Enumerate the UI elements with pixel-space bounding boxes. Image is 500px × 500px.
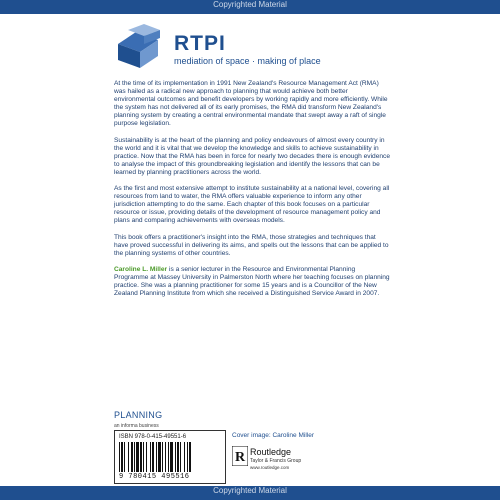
barcode-bar: [175, 442, 176, 472]
barcode-bar: [146, 442, 147, 472]
blurb-text: [114, 80, 390, 306]
barcode-bar: [165, 442, 166, 472]
blurb-paragraph: As the first and most extensive attempt to institute sustainability at a national level, covering all resources from land to water, the RMA offers valuable experience to inform any other jurisdiction attempting to do the same. Each chapter of this book focuses on a particular resource or issue, providing details of the development of resource management policy and plans and comparing achievements with overseas models.: [114, 185, 390, 225]
barcode-bar: [187, 442, 188, 472]
top-caption: Copyrighted Material: [213, 0, 287, 9]
publisher-group: Taylor & Francis Group: [250, 458, 302, 464]
informa-line: an informa business: [114, 423, 159, 429]
blurb-paragraph: At the time of its implementation in 1991 New Zealand's Resource Management Act (RMA) was hailed as a radical new approach to planning that would achieve both better environmental outcomes and benefit developers by working rapidly and more efficiently. While the system has not delivered all of its early promises, the RMA did transform New Zealand's planning system by creating a central environmental mandate that swept away a raft of single purpose legislation.: [114, 80, 388, 128]
blurb-paragraph: This book offers a practitioner's insight into the RMA, those strategies and techniques that have proved successful in delivering its aims, and spells out the lessons that can be applied to the planning systems of other countries.: [114, 233, 389, 257]
barcode-bar: [140, 442, 142, 472]
barcode-bar: [143, 442, 144, 472]
rtpi-title: RTPI: [174, 32, 226, 55]
barcode-bar: [180, 442, 181, 472]
barcode-bar: [131, 442, 133, 472]
rtpi-logo-icon: [114, 22, 166, 72]
author-bio: [114, 266, 390, 298]
barcode-bar: [162, 442, 163, 472]
barcode-icon: [119, 442, 219, 472]
barcode-bar: [150, 442, 151, 472]
barcode-bar: [134, 442, 135, 472]
author-name: Caroline L. Miller: [114, 265, 168, 273]
publisher-url: www.routledge.com: [250, 465, 290, 470]
barcode-bar: [168, 442, 169, 472]
cover-credit: Cover image: Caroline Miller: [232, 432, 314, 439]
barcode-bar: [184, 442, 185, 472]
barcode-bar: [121, 442, 123, 472]
publisher-name: Routledge: [250, 447, 292, 457]
bottom-bar: [0, 486, 500, 500]
barcode-bar: [177, 442, 179, 472]
barcode-bar: [128, 442, 129, 472]
svg-text:R: R: [234, 450, 246, 465]
barcode-bar: [119, 442, 120, 472]
top-bar: [0, 0, 500, 14]
subject-category: PLANNING: [114, 410, 163, 420]
isbn-text: ISBN 978-0-415-49551-6: [119, 434, 187, 440]
routledge-logo-icon: [232, 446, 248, 466]
bottom-caption: Copyrighted Material: [213, 486, 287, 495]
barcode-bar: [158, 442, 161, 472]
barcode-bar: [124, 442, 125, 472]
author-bio-text: is a senior lecturer in the Resource and Environmental Planning Programme at Massey University in Palmerston North where her teaching focuses on planning practice. She was a planning practitioner for some 15 years and is a Councillor of the New Zealand Planning Institute from which she received a Distinguished Service Award in 2007.: [114, 265, 390, 298]
barcode-bar: [136, 442, 139, 472]
barcode-box: [114, 430, 226, 484]
rtpi-tagline: mediation of space · making of place: [174, 56, 321, 66]
barcode-bar: [152, 442, 154, 472]
barcode-digits: 9 780415 495516: [119, 473, 190, 481]
barcode-bar: [156, 442, 157, 472]
blurb-paragraph: Sustainability is at the heart of the planning and policy endeavours of almost every country in the world and it is vital that we develop the knowledge and skills to achieve sustainability in practice. Now that the RMA has been in force for nearly two decades there is enough evidence to analyse the impact of this groundbreaking legislation and identify the lessons that can be learned by planning practitioners across the world.: [114, 136, 390, 176]
barcode-bar: [170, 442, 173, 472]
barcode-bar: [189, 442, 191, 472]
